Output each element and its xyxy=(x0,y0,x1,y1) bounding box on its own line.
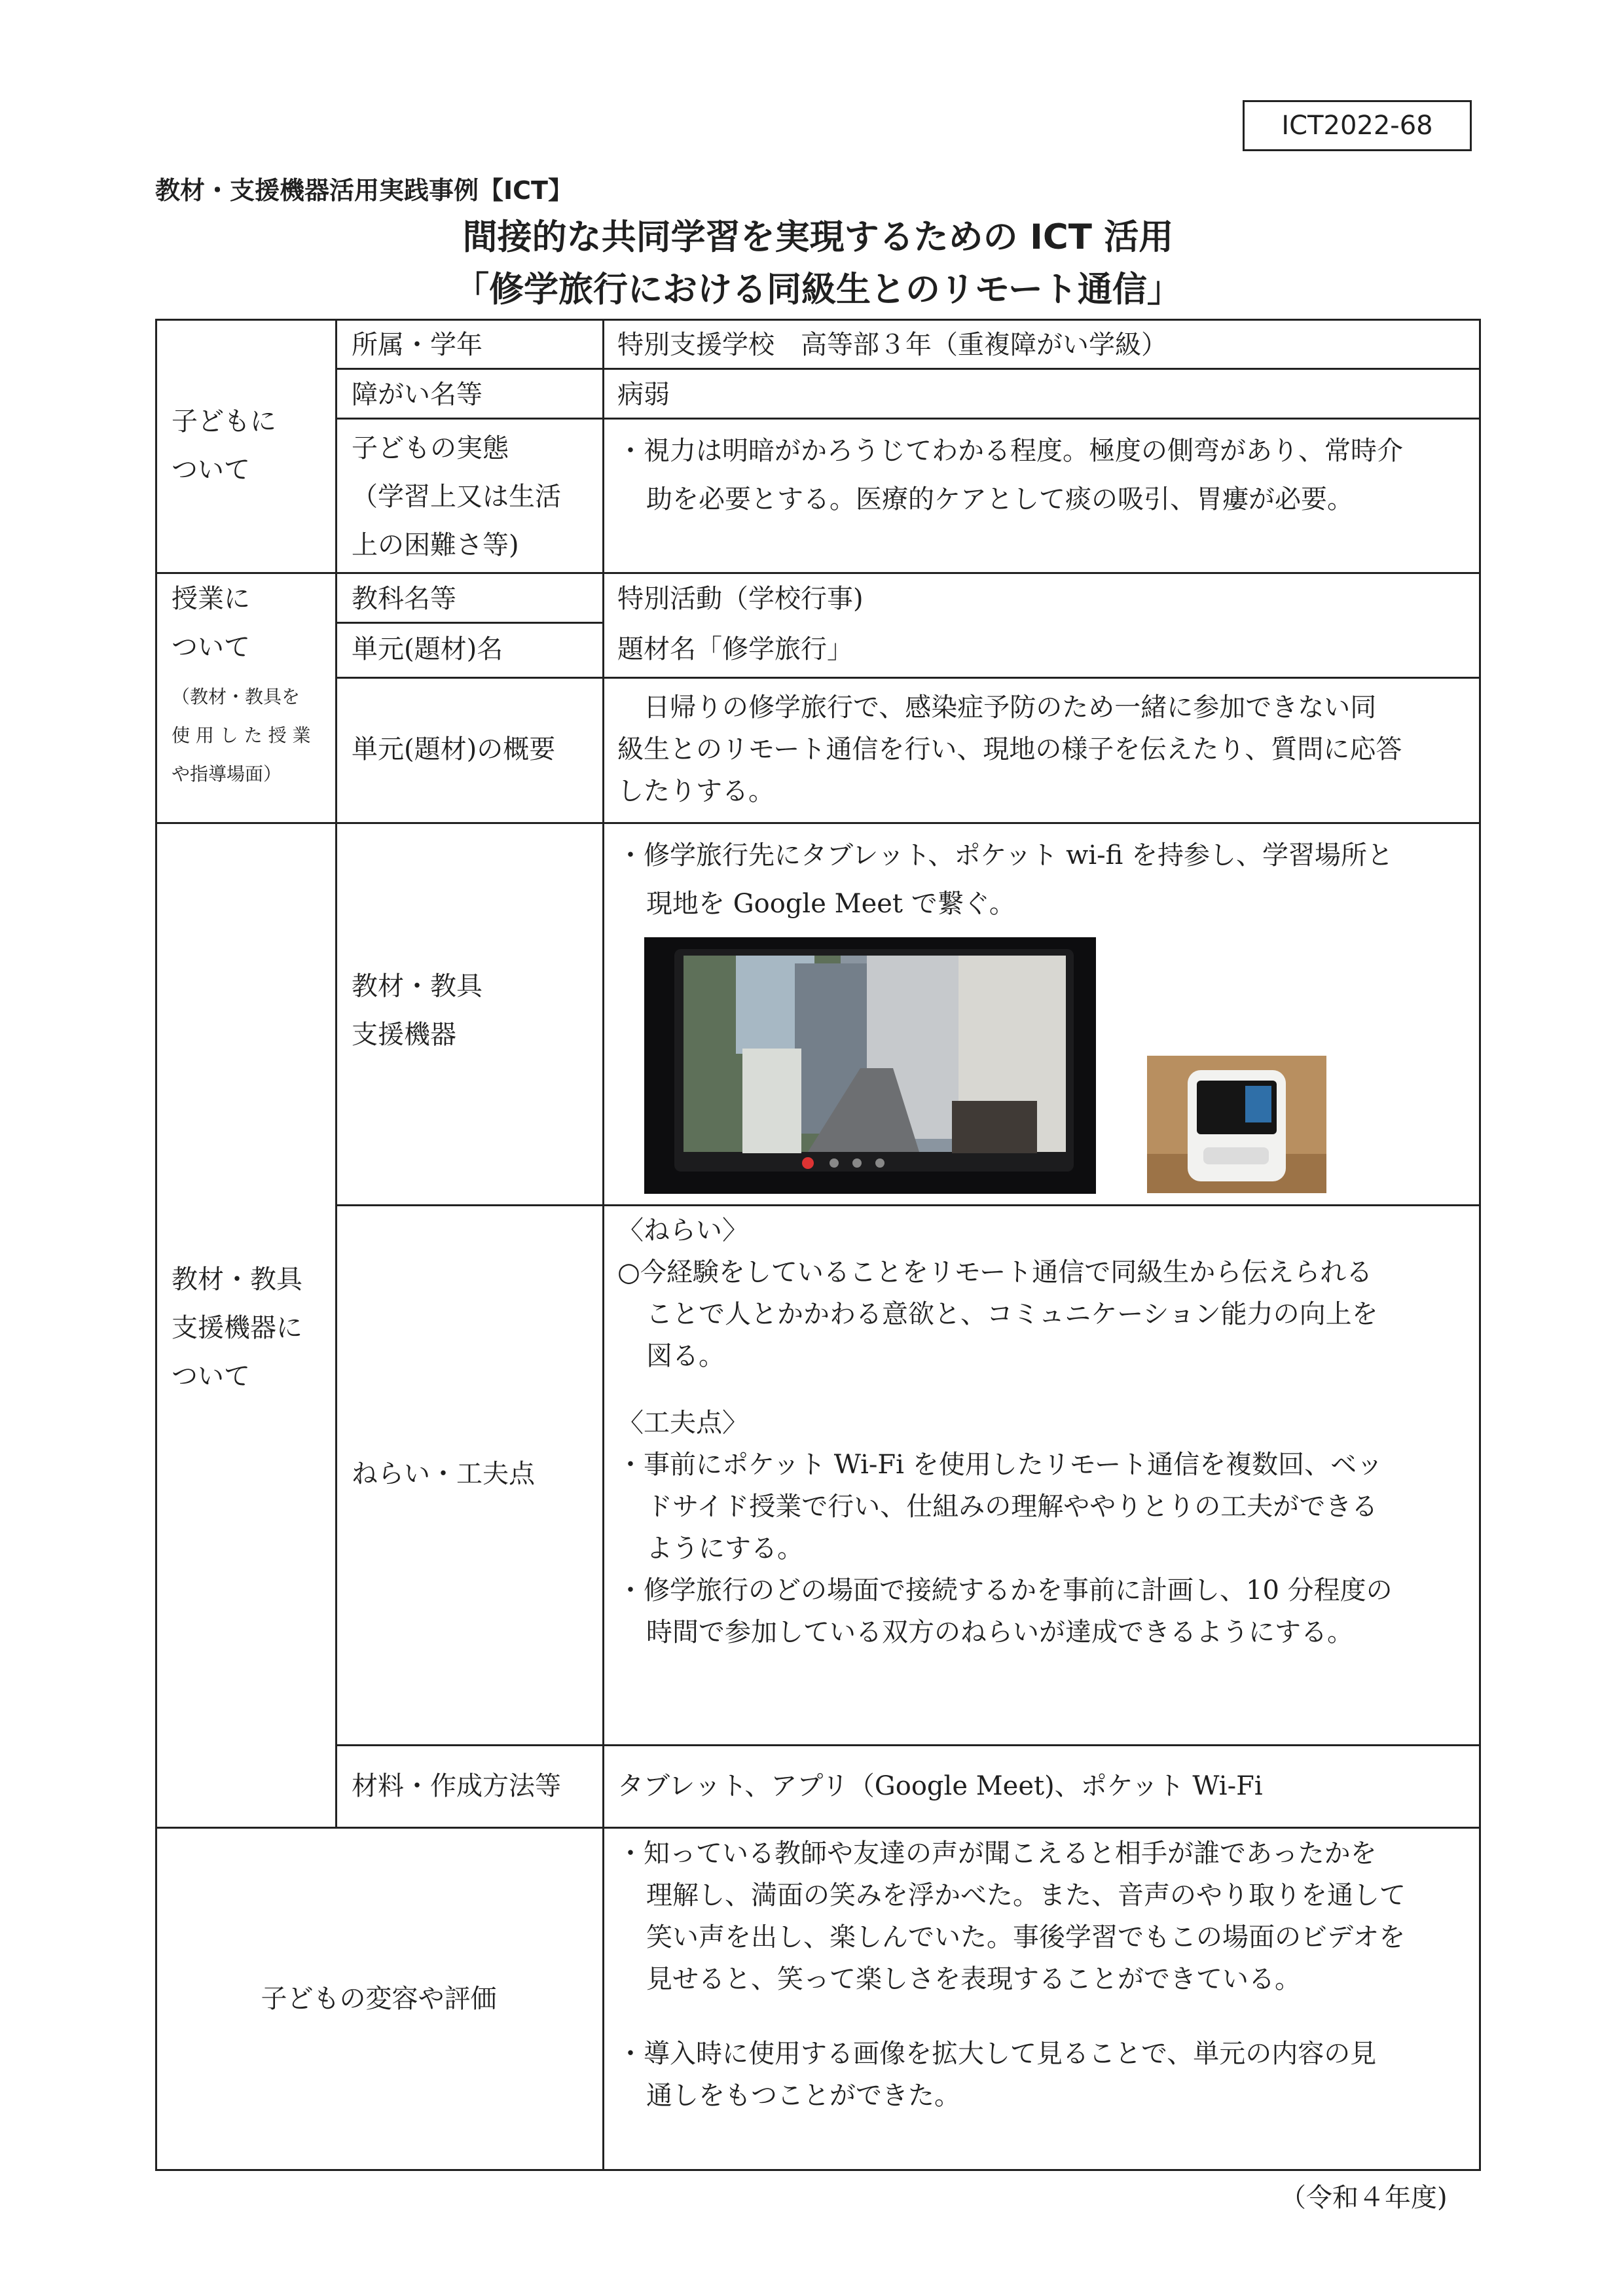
method-label: 材料・作成方法等 xyxy=(352,1771,561,1801)
col-divider xyxy=(602,319,604,2171)
document-code: ICT2022-68 xyxy=(1243,100,1472,151)
row-divider xyxy=(335,677,1481,679)
materials-section-label: 教材・教具 支援機器に ついて xyxy=(172,1265,302,1391)
tools-label: 教材・教具 支援機器 xyxy=(352,971,483,1050)
row-divider xyxy=(155,822,1481,824)
child-status-label: 子どもの実態 （学習上又は生活 上の困難さ等) xyxy=(352,433,561,560)
evaluation-value: ・知っている教師や友達の声が聞こえると相手が誰であったかを 理解し、満面の笑みを浮かべた。また、音声のやり取りを通して 笑い声を出し、楽しんでいた。事後学習でもこの場面のビデオを 見せると、笑って楽しさを表現することができている。 ・導入時に使用する画像を拡大して見ることで、単元の内容の見 通しをもつことができた。 xyxy=(617,1839,1406,2111)
lesson-section-label: 授業に ついて xyxy=(172,584,250,662)
fiscal-year-note: （令和４年度) xyxy=(1280,2183,1448,2213)
unit-label: 単元(題材)名 xyxy=(352,634,503,664)
pocket-wifi-photo xyxy=(1147,1056,1326,1193)
method-value: タブレット、アプリ（Google Meet)、ポケット Wi-Fi xyxy=(617,1771,1263,1801)
tablet-video-call-photo xyxy=(644,937,1096,1194)
row-divider xyxy=(155,572,1481,574)
tools-value: ・修学旅行先にタブレット、ポケット wi-fi を持参し、学習場所と 現地を Google Meet で繋ぐ。 xyxy=(617,840,1394,919)
subject-label: 教科名等 xyxy=(352,584,456,614)
child-status-value: ・視力は明暗がかろうじてわかる程度。極度の側弯があり、常時介 助を必要とする。医療的ケアとして痰の吸引、胃瘻が必要。 xyxy=(617,436,1403,514)
row-divider xyxy=(335,1204,1481,1206)
title-line-1: 間接的な共同学習を実現するための ICT 活用 xyxy=(462,217,1174,257)
unit-value: 題材名「修学旅行」 xyxy=(617,634,853,664)
overview-value: 日帰りの修学旅行で、感染症予防のため一緒に参加できない同 級生とのリモート通信を行い、現地の様子を伝えたり、質問に応答 したりする。 xyxy=(617,692,1402,806)
aims-value: 〈ねらい〉 ○今経験をしていることをリモート通信で同級生から伝えられる ことで人とかかわる意欲と、コミュニケーション能力の向上を 図る。 〈工夫点〉 ・事前にポケット Wi-Fi を使用したリモート通信を複数回、ベッ ドサイド授業で行い、仕組みの理解ややりとりの工夫ができる ようにする。 ・修学旅行のどの場面で接続するかを事前に計画し、10 分程度の 時間で参加している双方のねらいが達成できるようにする。 xyxy=(617,1215,1393,1647)
row-divider xyxy=(335,1744,1481,1746)
aims-label: ねらい・工夫点 xyxy=(352,1459,535,1489)
row-divider xyxy=(335,418,1481,420)
row-divider xyxy=(155,1827,1481,1829)
disability-value: 病弱 xyxy=(617,380,670,410)
title-line-2: 「修学旅行における同級生とのリモート通信」 xyxy=(454,270,1182,310)
disability-label: 障がい名等 xyxy=(352,380,483,410)
evaluation-label: 子どもの変容や評価 xyxy=(261,1984,497,2014)
subject-value: 特別活動（学校行事) xyxy=(617,584,864,614)
affiliation-label: 所属・学年 xyxy=(352,330,483,360)
col-divider xyxy=(335,319,337,1827)
series-label: 教材・支援機器活用実践事例【ICT】 xyxy=(155,176,573,205)
lesson-section-note: （教材・教具を 使 用 し た 授 業 や指導場面） xyxy=(172,686,311,785)
overview-label: 単元(題材)の概要 xyxy=(352,734,556,764)
child-section-label: 子どもに ついて xyxy=(172,406,276,485)
affiliation-value: 特別支援学校 高等部３年（重複障がい学級） xyxy=(617,330,1167,360)
